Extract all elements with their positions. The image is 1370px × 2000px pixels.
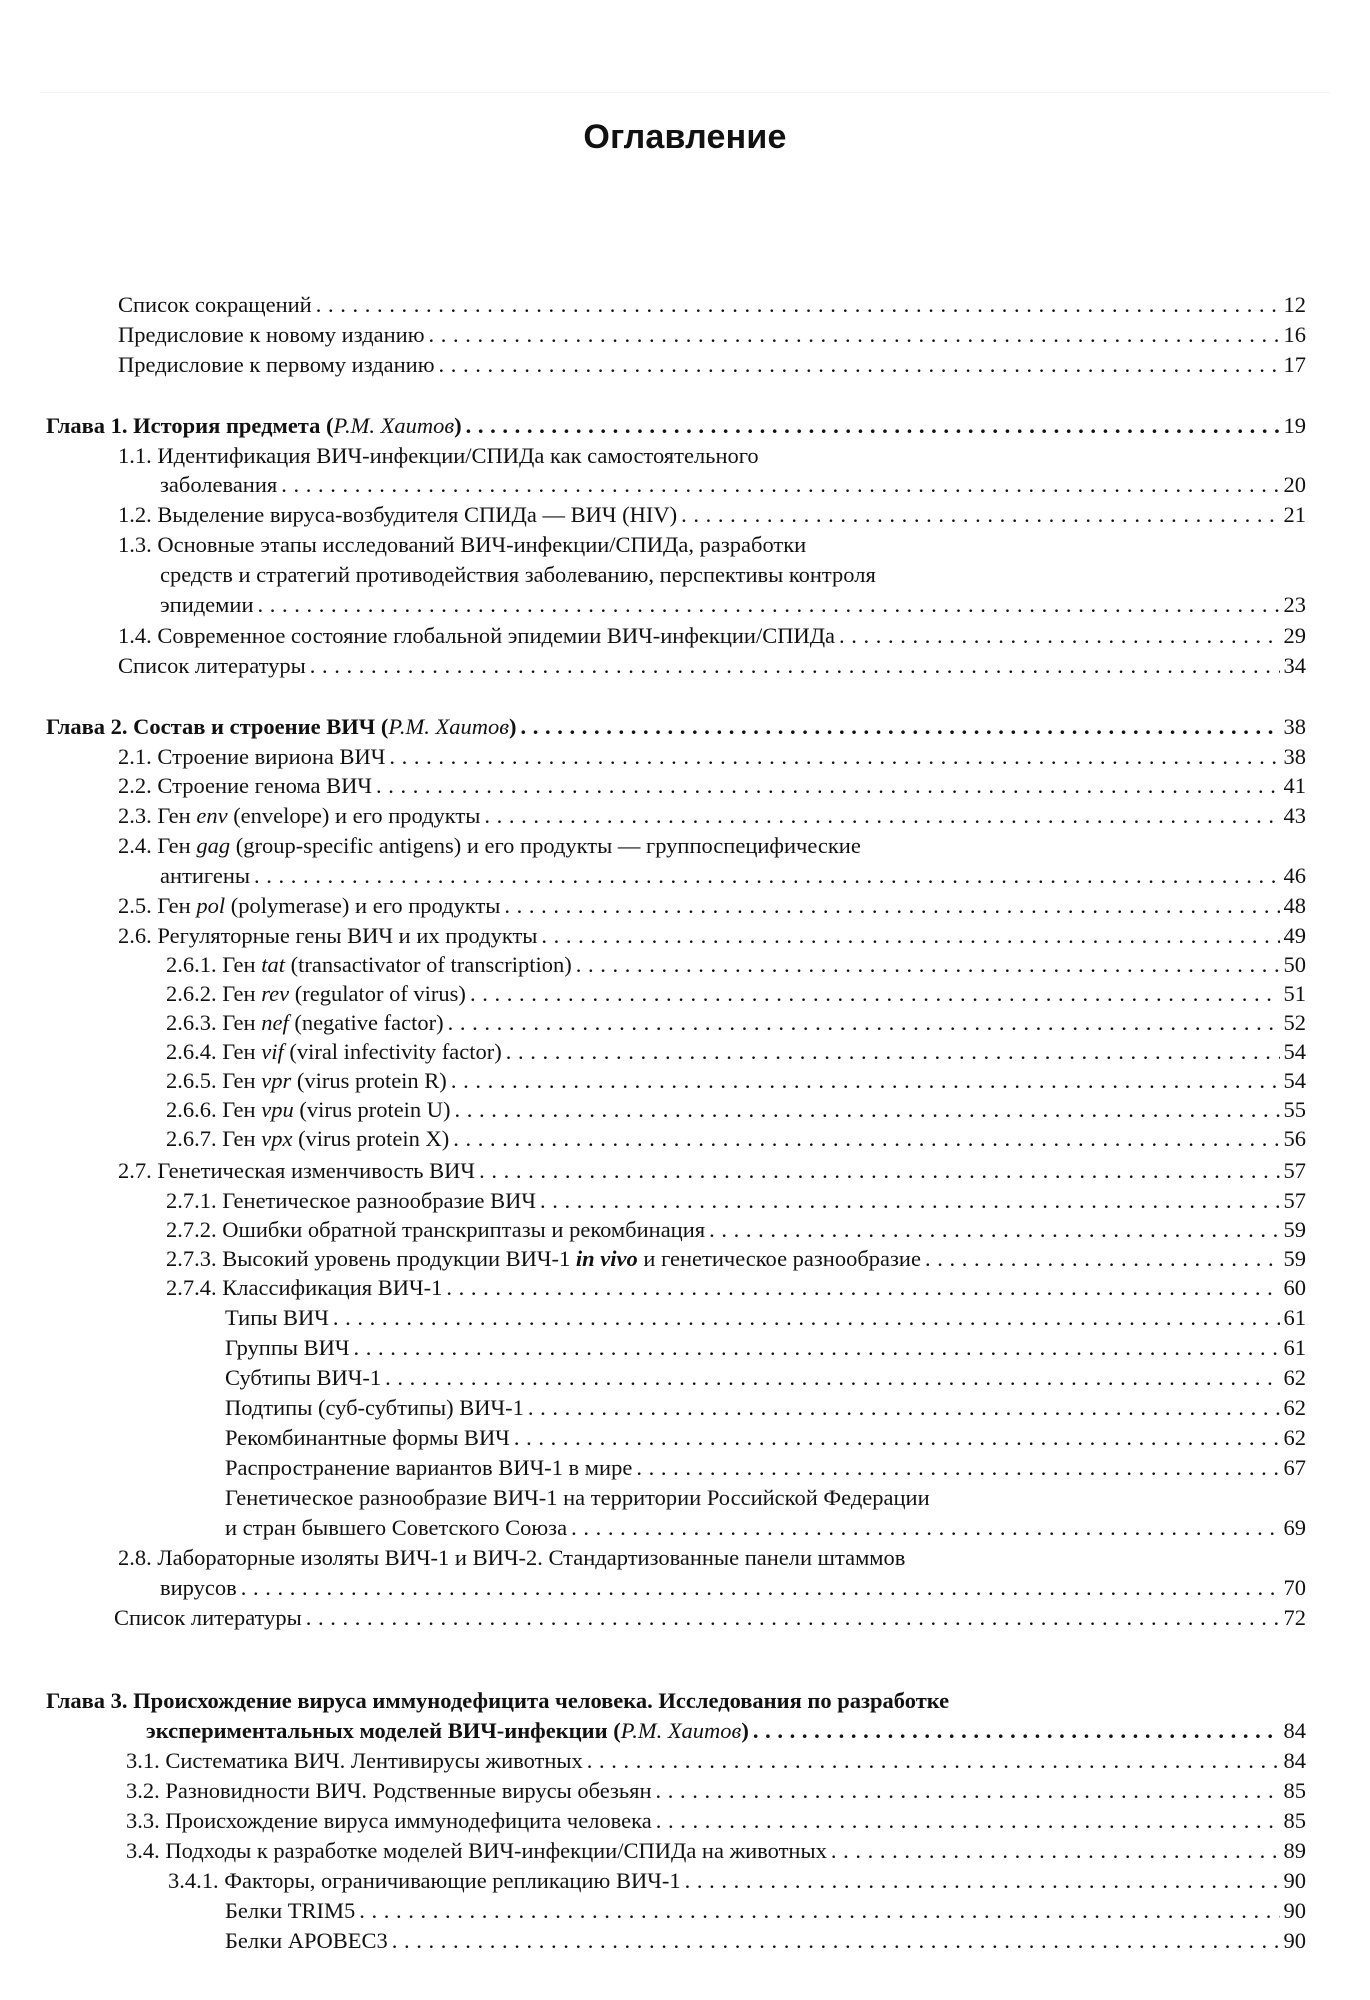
toc-page-number: 60 xyxy=(1283,1275,1306,1300)
toc-entry-trim5[interactable] xyxy=(225,1896,1306,1925)
toc-chapter-1[interactable] xyxy=(46,411,1306,440)
toc-page-number: 72 xyxy=(1283,1605,1306,1630)
dot-leader xyxy=(333,1303,1280,1332)
toc-entry-hiv-types[interactable] xyxy=(225,1303,1306,1332)
toc-entry-3-1[interactable] xyxy=(126,1746,1306,1775)
toc-entry-text: 3.4.1. Факторы, ограничивающие репликацию ВИЧ-1 xyxy=(168,1868,681,1893)
dot-leader xyxy=(439,350,1280,379)
toc-entry-text: антигены xyxy=(160,863,250,888)
toc-entry-2-8-line1[interactable]: 2.8. Лабораторные изоляты ВИЧ-1 и ВИЧ-2. Стандартизованные панели штаммов xyxy=(118,1545,906,1570)
toc-entry-text: 1.4. Современное состояние глобальной эпидемии ВИЧ-инфекции/СПИДа xyxy=(118,623,836,648)
toc-page-number: 23 xyxy=(1283,592,1306,617)
toc-entry-2-6[interactable] xyxy=(118,921,1306,950)
toc-page-number: 43 xyxy=(1283,803,1306,828)
toc-page-number: 89 xyxy=(1283,1838,1306,1863)
toc-entry-2-1[interactable] xyxy=(118,742,1306,771)
dot-leader xyxy=(925,1244,1280,1273)
toc-entry-text: Подтипы (суб-субтипы) ВИЧ-1 xyxy=(225,1395,524,1420)
toc-entry-2-6-4[interactable] xyxy=(166,1037,1306,1066)
toc-entry-2-8[interactable] xyxy=(160,1573,1306,1602)
toc-page-number: 54 xyxy=(1283,1039,1306,1064)
toc-entry-text: 2.7. Генетическая изменчивость ВИЧ xyxy=(118,1158,476,1183)
toc-page-number: 54 xyxy=(1283,1068,1306,1093)
dot-leader xyxy=(376,771,1279,800)
toc-page-number: 51 xyxy=(1283,981,1306,1006)
toc-entry-2-3[interactable] xyxy=(118,801,1306,830)
toc-entry-preface-new[interactable] xyxy=(118,320,1306,349)
dot-leader xyxy=(429,320,1280,349)
toc-entry-ch1-references[interactable] xyxy=(118,651,1306,680)
toc-entry-2-6-1[interactable] xyxy=(166,950,1306,979)
toc-entry-text: Рекомбинантные формы ВИЧ xyxy=(225,1425,510,1450)
chapter-title: экспериментальных моделей ВИЧ-инфекции (Р.М. Хаитов) xyxy=(146,1718,749,1743)
toc-entry-text: 2.7.2. Ошибки обратной транскриптазы и рекомбинация xyxy=(166,1217,706,1242)
toc-entry-2-5[interactable] xyxy=(118,891,1306,920)
toc-entry-text: 2.6. Регуляторные гены ВИЧ и их продукты xyxy=(118,923,538,948)
toc-page-number: 61 xyxy=(1283,1305,1306,1330)
dot-leader xyxy=(587,1746,1280,1775)
toc-entry-text: 2.6.1. Ген tat (transactivator of transcription) xyxy=(166,952,572,977)
dot-leader xyxy=(576,950,1280,979)
dot-leader xyxy=(281,470,1279,499)
dot-leader xyxy=(392,1926,1280,1955)
toc-page-number: 56 xyxy=(1283,1126,1306,1151)
toc-entry-3-4-1[interactable] xyxy=(168,1866,1306,1895)
toc-entry-text: Распространение вариантов ВИЧ-1 в мире xyxy=(225,1455,633,1480)
toc-entry-3-2[interactable] xyxy=(126,1776,1306,1805)
dot-leader xyxy=(316,290,1280,319)
dot-leader xyxy=(831,1836,1280,1865)
toc-entry-text: 2.7.1. Генетическое разнообразие ВИЧ xyxy=(166,1188,536,1213)
toc-entry-3-3[interactable] xyxy=(126,1806,1306,1835)
chapter-author: Р.М. Хаитов xyxy=(333,413,455,438)
dot-leader xyxy=(541,921,1279,950)
toc-entry-text: Список литературы xyxy=(118,653,306,678)
toc-page-number: 19 xyxy=(1283,413,1306,438)
dot-leader xyxy=(448,1008,1280,1037)
toc-entry-2-4[interactable] xyxy=(160,861,1306,890)
toc-page-number: 46 xyxy=(1283,863,1306,888)
toc-entry-text: 2.6.3. Ген nef (negative factor) xyxy=(166,1010,444,1035)
toc-page-number: 90 xyxy=(1283,1898,1306,1923)
toc-entry-text: заболевания xyxy=(160,472,278,497)
dot-leader xyxy=(636,1453,1279,1482)
toc-entry-1-1-line1[interactable]: 1.1. Идентификация ВИЧ-инфекции/СПИДа как самостоятельного xyxy=(118,443,759,468)
toc-page-number: 84 xyxy=(1283,1718,1306,1743)
toc-chapter-3[interactable] xyxy=(146,1716,1306,1745)
dot-leader xyxy=(470,979,1280,1008)
chapter-author: Р.М. Хаитов xyxy=(388,714,509,739)
toc-entry-1-3-line2[interactable]: средств и стратегий противодействия заболеванию, перспективы контроля xyxy=(160,562,876,587)
toc-entry-1-1[interactable] xyxy=(160,470,1306,499)
dot-leader xyxy=(681,500,1279,529)
chapter-title: Глава 1. История предмета (Р.М. Хаитов) xyxy=(46,413,462,438)
dot-leader xyxy=(241,1573,1280,1602)
toc-page-number: 12 xyxy=(1283,292,1306,317)
dot-leader xyxy=(359,1896,1279,1925)
toc-entry-text: 3.2. Разновидности ВИЧ. Родственные вирусы обезьян xyxy=(126,1778,652,1803)
toc-page-number: 38 xyxy=(1283,744,1306,769)
chapter-author: Р.М. Хаитов xyxy=(620,1718,742,1743)
toc-page-number: 29 xyxy=(1283,623,1306,648)
toc-page-number: 69 xyxy=(1283,1515,1306,1540)
toc-entry-text: 2.6.4. Ген vif (viral infectivity factor) xyxy=(166,1039,502,1064)
toc-entry-text: 3.1. Систематика ВИЧ. Лентивирусы животных xyxy=(126,1748,583,1773)
dot-leader xyxy=(571,1513,1279,1542)
toc-entry-1-2[interactable] xyxy=(118,500,1306,529)
toc-entry-2-6-5[interactable] xyxy=(166,1066,1306,1095)
dot-leader xyxy=(466,411,1280,440)
toc-page-number: 34 xyxy=(1283,653,1306,678)
toc-entry-text: Предисловие к новому изданию xyxy=(118,322,425,347)
toc-entry-hiv-subtypes[interactable] xyxy=(225,1363,1306,1392)
toc-page-number: 62 xyxy=(1283,1395,1306,1420)
dot-leader xyxy=(709,1215,1279,1244)
dot-leader xyxy=(656,1776,1280,1805)
dot-leader xyxy=(753,1716,1280,1745)
toc-entry-text: 2.6.7. Ген vpx (virus protein X) xyxy=(166,1126,450,1151)
toc-page-number: 59 xyxy=(1283,1217,1306,1242)
page-title: Оглавление xyxy=(583,118,787,156)
toc-chapter-2[interactable] xyxy=(46,712,1306,741)
toc-page-number: 38 xyxy=(1283,714,1306,739)
toc-page-number: 50 xyxy=(1283,952,1306,977)
dot-leader xyxy=(455,1095,1280,1124)
chapter-title: Глава 2. Состав и строение ВИЧ (Р.М. Хаитов) xyxy=(46,714,517,739)
toc-entry-1-3-line1[interactable]: 1.3. Основные этапы исследований ВИЧ-инфекции/СПИДа, разработки xyxy=(118,532,807,557)
toc-entry-2-4-line1[interactable]: 2.4. Ген gag (group-specific antigens) и его продукты — группоспецифические xyxy=(118,833,861,858)
toc-entry-text: 1.2. Выделение вируса-возбудителя СПИДа — ВИЧ (HIV) xyxy=(118,502,678,527)
toc-entry-text: Список литературы xyxy=(114,1605,302,1630)
toc-entry-text: Типы ВИЧ xyxy=(225,1305,329,1330)
dot-leader xyxy=(504,891,1279,920)
toc-entry-abbreviations[interactable] xyxy=(118,290,1306,319)
dot-leader xyxy=(453,1124,1279,1153)
dot-leader xyxy=(528,1393,1280,1422)
toc-page-number: 62 xyxy=(1283,1365,1306,1390)
toc-entry-text: Субтипы ВИЧ-1 xyxy=(225,1365,382,1390)
toc-entry-text: 2.7.3. Высокий уровень продукции ВИЧ-1 in vivo и генетическое разнообразие xyxy=(166,1246,921,1271)
dot-leader xyxy=(389,742,1279,771)
toc-page-number: 90 xyxy=(1283,1868,1306,1893)
toc-chapter-3-line1[interactable]: Глава 3. Происхождение вируса иммунодефицита человека. Исследования по разработке xyxy=(46,1688,950,1713)
dot-leader xyxy=(839,621,1279,650)
toc-page-number: 62 xyxy=(1283,1425,1306,1450)
dot-leader xyxy=(479,1156,1279,1185)
toc-entry-text: 2.2. Строение генома ВИЧ xyxy=(118,773,373,798)
toc-page-number: 84 xyxy=(1283,1748,1306,1773)
toc-entry-russia-line1[interactable]: Генетическое разнообразие ВИЧ-1 на территории Российской Федерации xyxy=(225,1485,930,1510)
toc-page-number: 17 xyxy=(1283,352,1306,377)
toc-entry-recombinant-forms[interactable] xyxy=(225,1423,1306,1452)
toc-entry-text: Список сокращений xyxy=(118,292,312,317)
toc-entry-2-7-4[interactable] xyxy=(166,1273,1306,1302)
toc-page-number: 67 xyxy=(1283,1455,1306,1480)
dot-leader xyxy=(446,1273,1279,1302)
dot-leader xyxy=(484,801,1279,830)
toc-entry-3-4[interactable] xyxy=(126,1836,1306,1865)
toc-entry-text: 3.4. Подходы к разработке моделей ВИЧ-инфекции/СПИДа на животных xyxy=(126,1838,827,1863)
toc-entry-hiv-sub-subtypes[interactable] xyxy=(225,1393,1306,1422)
dot-leader xyxy=(540,1186,1280,1215)
toc-page-number: 57 xyxy=(1283,1188,1306,1213)
dot-leader xyxy=(451,1066,1280,1095)
toc-entry-text: 2.6.2. Ген rev (regulator of virus) xyxy=(166,981,466,1006)
dot-leader xyxy=(310,651,1280,680)
toc-page-number: 70 xyxy=(1283,1575,1306,1600)
toc-page-number: 20 xyxy=(1283,472,1306,497)
toc-entry-text: эпидемии xyxy=(160,592,254,617)
dot-leader xyxy=(656,1806,1280,1835)
toc-entry-text: Группы ВИЧ xyxy=(225,1335,350,1360)
toc-entry-2-6-6[interactable] xyxy=(166,1095,1306,1124)
dot-leader xyxy=(306,1603,1280,1632)
toc-page-number: 90 xyxy=(1283,1928,1306,1953)
toc-entry-text: Белки APOBEC3 xyxy=(225,1928,388,1953)
toc-entry-2-7-2[interactable] xyxy=(166,1215,1306,1244)
toc-entry-text: 2.6.6. Ген vpu (virus protein U) xyxy=(166,1097,451,1122)
toc-page-number: 48 xyxy=(1283,893,1306,918)
toc-entry-text: Белки TRIM5 xyxy=(225,1898,356,1923)
toc-entry-russia[interactable] xyxy=(225,1513,1306,1542)
dot-leader xyxy=(354,1333,1280,1362)
toc-entry-text: Предисловие к первому изданию xyxy=(118,352,435,377)
toc-entry-ch2-references[interactable] xyxy=(114,1603,1306,1632)
toc-entry-2-6-2[interactable] xyxy=(166,979,1306,1008)
toc-entry-text: 2.5. Ген pol (polymerase) и его продукты xyxy=(118,893,501,918)
toc-entry-2-6-7[interactable] xyxy=(166,1124,1306,1153)
toc-entry-2-6-3[interactable] xyxy=(166,1008,1306,1037)
toc-page-number: 59 xyxy=(1283,1246,1306,1271)
toc-entry-2-7[interactable] xyxy=(118,1156,1306,1185)
toc-page-number: 41 xyxy=(1283,773,1306,798)
dot-leader xyxy=(254,861,1280,890)
toc-page-number: 21 xyxy=(1283,502,1306,527)
toc-entry-1-4[interactable] xyxy=(118,621,1306,650)
toc-page-number: 55 xyxy=(1283,1097,1306,1122)
toc-entry-2-2[interactable] xyxy=(118,771,1306,800)
toc-entry-hiv-groups[interactable] xyxy=(225,1333,1306,1362)
toc-entry-2-7-3[interactable] xyxy=(166,1244,1306,1273)
dot-leader xyxy=(685,1866,1280,1895)
toc-entry-preface-first[interactable] xyxy=(118,350,1306,379)
toc-entry-text: 2.7.4. Классификация ВИЧ-1 xyxy=(166,1275,443,1300)
dot-leader xyxy=(520,712,1279,741)
toc-page-number: 61 xyxy=(1283,1335,1306,1360)
toc-page-number: 52 xyxy=(1283,1010,1306,1035)
toc-entry-apobec3[interactable] xyxy=(225,1926,1306,1955)
toc-page-number: 49 xyxy=(1283,923,1306,948)
toc-page-number: 57 xyxy=(1283,1158,1306,1183)
toc-page-number: 16 xyxy=(1283,322,1306,347)
dot-leader xyxy=(258,590,1280,619)
toc-entry-text: 2.3. Ген env (envelope) и его продукты xyxy=(118,803,481,828)
toc-entry-2-7-1[interactable] xyxy=(166,1186,1306,1215)
toc-entry-text: 2.6.5. Ген vpr (virus protein R) xyxy=(166,1068,447,1093)
toc-entry-text: 2.1. Строение вириона ВИЧ xyxy=(118,744,386,769)
toc-entry-text: 3.3. Происхождение вируса иммунодефицита человека xyxy=(126,1808,652,1833)
toc-entry-text: вирусов xyxy=(160,1575,237,1600)
dot-leader xyxy=(385,1363,1279,1392)
toc-entry-text: и стран бывшего Советского Союза xyxy=(225,1515,568,1540)
dot-leader xyxy=(514,1423,1280,1452)
dot-leader xyxy=(506,1037,1280,1066)
toc-entry-variants-spread[interactable] xyxy=(225,1453,1306,1482)
toc-entry-1-3[interactable] xyxy=(160,590,1306,619)
toc-page-number: 85 xyxy=(1283,1808,1306,1833)
toc-page-number: 85 xyxy=(1283,1778,1306,1803)
